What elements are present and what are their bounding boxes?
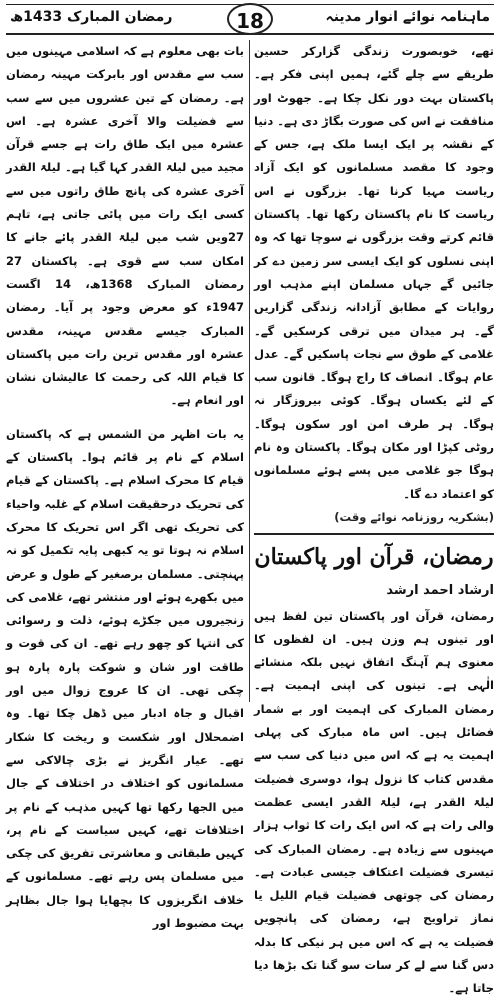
article-title: رمضان، قرآن اور پاکستان (254, 544, 494, 571)
left-column (6, 40, 245, 930)
article-body-paragraph: یہ بات اظہر من الشمس ہے کہ پاکستان اسلام کے نام پر قائم ہوا۔ پاکستان کے قیام کا محرک اسلام ہے۔ پاکستان کے قیام کی تحریک درحقیقت اسلام کے غلبہ واحیاء کی تحریک تھی اگر اس تحریک کا محرک اسلام نہ ہوتا تو یہ کبھی پایہ تکمیل کو نہ پہنچتی۔ مسلمان برصغیر کے طول و عرض میں بکھرے ہوئے اور منتشر تھے، غلامی کی زنجیروں میں جکڑے ہوئے، ذلت و رسوائی کی انتہا کو چھو رہے تھے۔ ان کی قوت و طاقت اور شان و شوکت پارہ پارہ ہو چکی تھی۔ ان کا عروج زوال میں اور اقبال و جاہ ادبار میں ڈھل چکا تھا۔ وہ اضمحلال اور شکست و ریخت کا شکار تھے۔ عیار انگریز نے بڑی چالاکی سے مسلمانوں کو اختلاف در اختلاف کے جال میں الجھا رکھا تھا کہیں مذہب کے نام پر اختلافات تھے، کہیں سیاست کے نام پر، کہیں طبقاتی و معاشرتی تفریق کی چکی میں مسلمان پس رہے تھے۔ مسلمانوں کے خلاف انگریزوں کا بچھایا ہوا جال بظاہر بہت مضبوط اور (6, 426, 244, 930)
right-column (254, 40, 494, 996)
article-divider (254, 533, 494, 535)
article-body-paragraph: رمضان، قرآن اور پاکستان تین لفظ ہیں اور تینوں ہم وزن ہیں۔ ان لفظوں کا معنوی ہم آہنگ اتفاق نہیں بلکہ منشائے الٰہی ہے۔ تینوں کی اپنی اہمیت ہے۔ رمضان المبارک کی اہمیت اور بے شمار فضائل ہیں۔ اس ماہ مبارک کی پہلی اہمیت یہ ہے کہ اس میں دنیا کی سب سے مقدس کتاب کا نزول ہوا، دوسری فضیلت لیلۃ القدر ہے، لیلۃ القدر ایسی عظمت والی رات ہے کہ اس ایک رات کا ثواب ہزار مہینوں سے زیادہ ہے۔ رمضان المبارک کی تیسری فضیلت اعتکاف جیسی عبادت ہے۔ رمضان کی چوتھی فضیلت قیام اللیل یا نماز تراویح ہے، رمضان کی پانچویں فضیلت یہ ہے کہ اس میں ہر نیکی کا بدلہ دس گنا سے لے کر سات سو گنا تک بڑھا دیا جاتا ہے۔ (254, 608, 494, 996)
page-header (6, 4, 494, 34)
article-body-paragraph: بات بھی معلوم ہے کہ اسلامی مہینوں میں سب سے مقدس اور بابرکت مہینہ رمضان ہے۔ رمضان کے تین عشروں میں سے سب سے فضیلت والا آخری عشرہ ہے۔ اس عشرہ میں ایک طاق رات ہے جسے قرآن مجید میں لیلۃ القدر کہا گیا ہے۔ لیلۃ القدر آخری عشرہ کی پانچ طاق راتوں میں سے کسی ایک رات میں پائی جاتی ہے، تاہم 27ویں شب میں لیلۃ القدر پائے جانے کا امکان سب سے قوی ہے۔ پاکستان 27 رمضان المبارک 1368ھ، 14 اگست 1947ء کو معرض وجود پر آیا۔ رمضان المبارک جیسے مقدس مہینہ، مقدس عشرہ اور مقدس ترین رات میں پاکستان کا قیام اللہ کی رحمت کا عالیشان نشان اور انعام ہے۔ (6, 44, 245, 408)
column-divider (249, 40, 250, 702)
source-credit: (بشکریہ روزنامہ نوائے وقت) (334, 509, 494, 524)
author-name: ارشاد احمد ارشد (386, 583, 494, 599)
magazine-title: ماہنامہ نوائے انوار مدینہ (325, 9, 490, 25)
article-continued-paragraph: تھے، خوبصورت زندگی گزارکر حسین طریقے سے چلے گئے، ہمیں اپنی فکر ہے۔ پاکستان بہت دور نکل چکا ہے۔ جھوٹ اور منافقت نے اس کی صورت بگاڑ دی ہے۔ دنیا کے نقشہ پر ایک ایسا ملک ہے، جس کے وجود کا مقصد مسلمانوں کو ایک آزاد ریاست مہیا کرنا تھا۔ بزرگوں نے اس ریاست کا نام پاکستان رکھا تھا۔ پاکستان قائم کرتے وقت بزرگوں نے سوچا تھا کہ وہ اپنی نسلوں کو ایک ایسی سر زمین دے کر جائیں گے جہاں مسلمان اپنے مذہب اور روایات کے مطابق آزادانہ زندگی گزاریں گے۔ ہر میدان میں ترقی کرسکیں گے۔ غلامی کے طوق سے نجات پاسکیں گے۔ عدل عام ہوگا۔ انصاف کا راج ہوگا۔ قانون سب کے لئے یکساں ہوگا۔ کوئی بیروزگار نہ ہوگا۔ ہر طرف امن اور سکون ہوگا۔ روٹی کپڑا اور مکان ہوگا۔ پاکستان وہ نام ہوگا جو غلامی میں پسے ہوئے مسلمانوں کو اعتماد دے گا۔ (254, 44, 494, 501)
issue-label: رمضان المبارک 1433ھ (10, 9, 173, 25)
page-number: 18 (227, 3, 273, 35)
header-rule-bottom (6, 33, 494, 35)
